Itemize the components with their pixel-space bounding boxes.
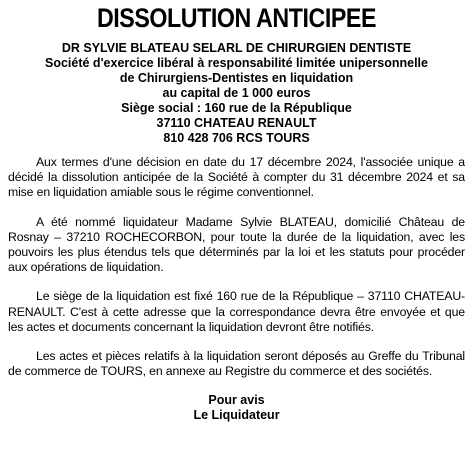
company-rcs: 810 428 706 RCS TOURS [163, 131, 310, 145]
company-seat-line2: 37110 CHATEAU RENAULT [156, 116, 317, 130]
paragraph-filing: Les actes et pièces relatifs à la liquidation seront déposés au Greffe du Tribunal de commerce de TOURS, en annexe au Registre du commerce et des sociétés. [8, 349, 465, 379]
notice-title: DISSOLUTION ANTICIPEE [96, 3, 377, 33]
paragraph-liquidation-seat: Le siège de la liquidation est fixé 160 rue de la République – 37110 CHATEAU-RENAULT. C'est à cette adresse que la correspondance devra être envoyée et que les actes et documents concernant la liquidation devront être notifiés. [8, 289, 465, 334]
company-capital: au capital de 1 000 euros [162, 86, 311, 100]
signature-line1: Pour avis [208, 393, 265, 408]
paragraph-liquidator: A été nommé liquidateur Madame Sylvie BLATEAU, domicilié Château de Rosnay – 37210 ROCHECORBON, pour toute la durée de la liquidation, avec les pouvoirs les plus étendus tels que déterminés par la loi et les statuts pour procéder aux opérations de liquidation. [8, 214, 465, 275]
legal-notice [8, 0, 465, 423]
signature-line2: Le Liquidateur [193, 408, 280, 423]
signature-block [8, 393, 465, 423]
company-name: DR SYLVIE BLATEAU SELARL DE CHIRURGIEN DENTISTE [61, 41, 412, 55]
company-form-line2: de Chirurgiens-Dentistes en liquidation [119, 71, 354, 85]
company-form-line1: Société d'exercice libéral à responsabilité limitée unipersonnelle [45, 56, 428, 70]
company-header [8, 41, 465, 146]
company-seat-line1: Siège social : 160 rue de la République [121, 101, 352, 115]
paragraph-decision: Aux termes d'une décision en date du 17 décembre 2024, l'associée unique a décidé la dissolution anticipée de la Société à compter du 31 décembre 2024 et sa mise en liquidation amiable sous le régime conventionnel. [8, 155, 465, 200]
